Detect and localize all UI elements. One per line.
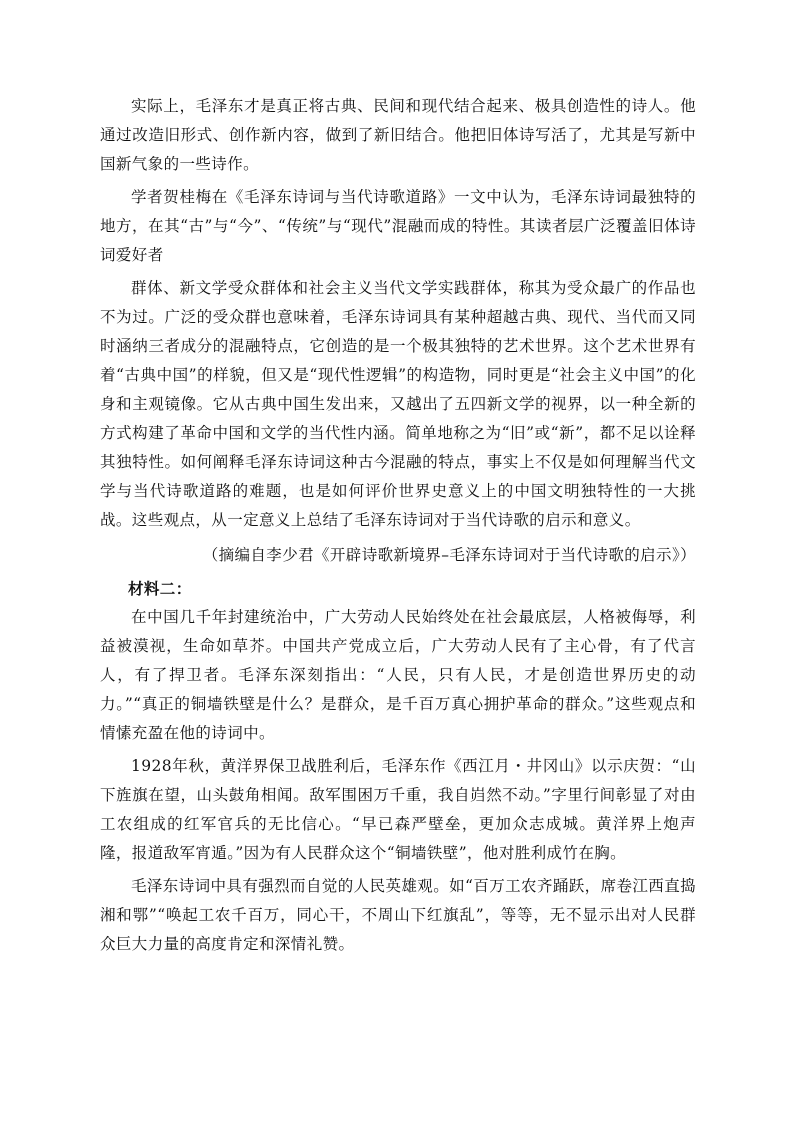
paragraph-creative-poet: 实际上，毛泽东才是真正将古典、民间和现代结合起来、极具创造性的诗人。他通过改造旧形式、创作新内容，做到了新旧结合。他把旧体诗写活了，尤其是写新中国新气象的一些诗作。 xyxy=(100,97,696,173)
source-citation: （摘编自李少君《开辟诗歌新境界–毛泽东诗词对于当代诗歌的启示》） xyxy=(202,546,696,564)
paragraph-people-history: 在中国几千年封建统治中，广大劳动人民始终处在社会最底层，人格被侮辱，利益被漠视，生命如草芥。中国共产党成立后，广大劳动人民有了主心骨，有了代言人，有了捍卫者。毛泽东深刻指出：“人民，只有人民，才是创造世界历史的动力。”“真正的铜墙铁壁是什么？是群众，是千百万真心拥护革命的群众。”这些观点和情愫充盈在他的诗词中。 xyxy=(100,608,696,742)
paragraph-audience-and-significance: 群体、新文学受众群体和社会主义当代文学实践群体，称其为受众最广的作品也不为过。广泛的受众群也意味着，毛泽东诗词具有某种超越古典、现代、当代而又同时涵纳三者成分的混融特点，它创造的是一个极其独特的艺术世界。这个艺术世界有着“古典中国”的样貌，但又是“现代性逻辑”的构造物，同时更是“社会主义中国”的化身和主观镜像。它从古典中国生发出来，又越出了五四新文学的视界，以一种全新的方式构建了革命中国和文学的当代性内涵。简单地称之为“旧”或“新”，都不足以诠释其独特性。如何阐释毛泽东诗词这种古今混融的特点，事实上不仅是如何理解当代文学与当代诗歌道路的难题，也是如何评价世界史意义上的中国文明独特性的一大挑战。这些观点，从一定意义上总结了毛泽东诗词对于当代诗歌的启示和意义。 xyxy=(100,279,696,529)
document-body xyxy=(100,92,696,959)
paragraph-he-guimei-view: 学者贺桂梅在《毛泽东诗词与当代诗歌道路》一文中认为，毛泽东诗词最独特的地方，在其“古”与“今”、“传统”与“现代”混融而成的特性。其读者层广泛覆盖旧体诗词爱好者 xyxy=(100,188,696,264)
paragraph-huangyangjie-battle: 1928年秋，黄洋界保卫战胜利后，毛泽东作《西江月・井冈山》以示庆贺：“山下旌旗在望，山头鼓角相闻。敌军围困万千重，我自岿然不动。”字里行间彰显了对由工农组成的红军官兵的无比信心。“早已森严壁垒，更加众志成城。黄洋界上炮声隆，报道敌军宵遁。”因为有人民群众这个“铜墙铁壁”，他对胜利成竹在胸。 xyxy=(100,757,696,862)
paragraph-people-heroes: 毛泽东诗词中具有强烈而自觉的人民英雄观。如“百万工农齐踊跃，席卷江西直捣湘和鄂”“唤起工农千百万，同心干，不周山下红旗乱”，等等，无不显示出对人民群众巨大力量的高度肯定和深情礼赞。 xyxy=(100,877,696,953)
material-two-heading: 材料二： xyxy=(128,579,192,598)
